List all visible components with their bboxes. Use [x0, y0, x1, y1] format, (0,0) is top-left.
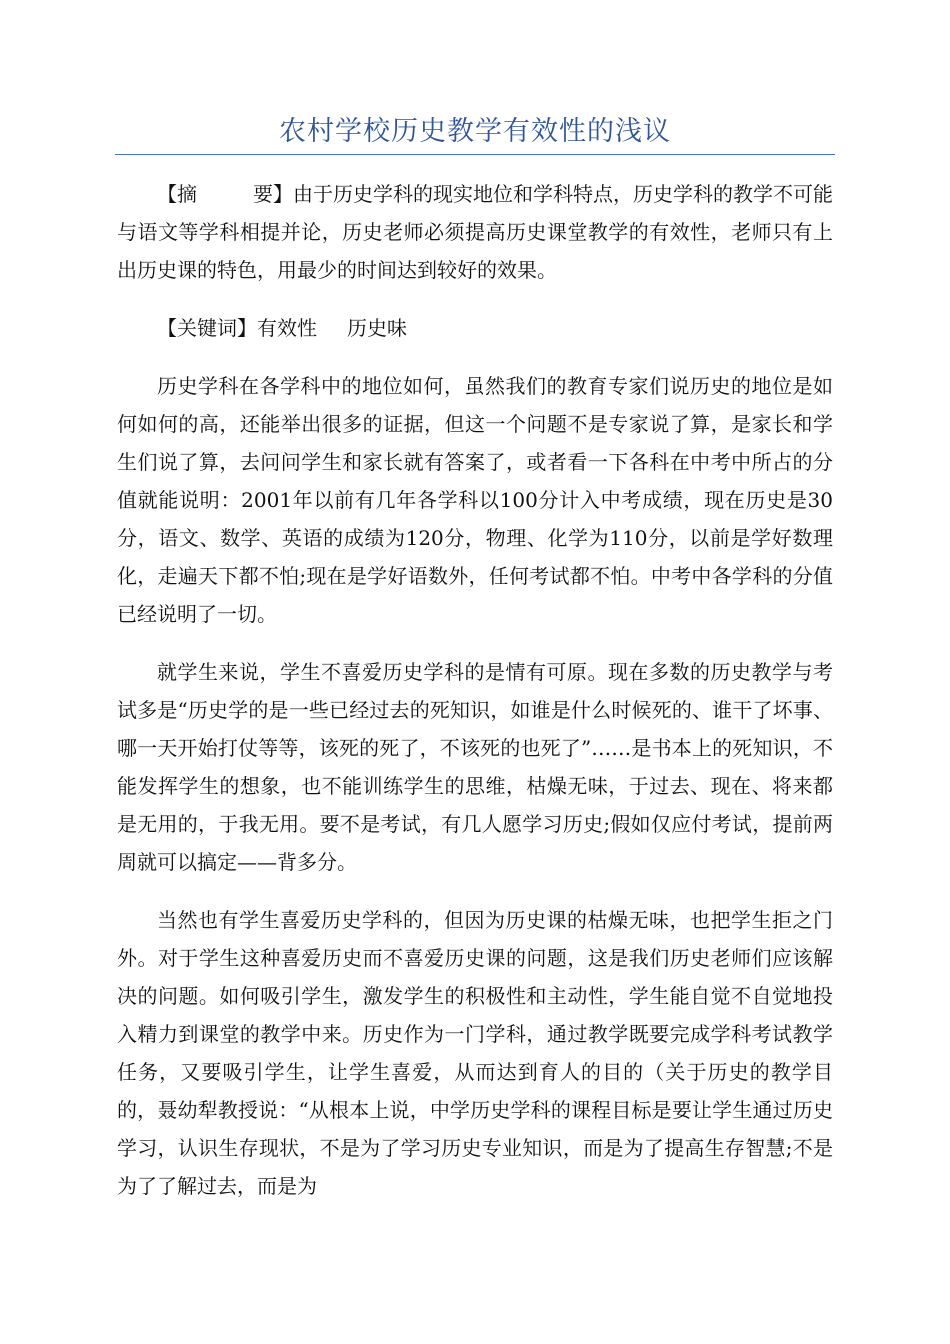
keywords-paragraph	[117, 309, 833, 347]
keyword-item: 历史味	[347, 316, 407, 340]
body-paragraph: 当然也有学生喜爱历史学科的，但因为历史课的枯燥无味，也把学生拒之门外。对于学生这种喜爱历史而不喜爱历史课的问题，这是我们历史老师们应该解决的问题。如何吸引学生，激发学生的积极性和主动性，学生能自觉不自觉地投入精力到课堂的教学中来。历史作为一门学科，通过教学既要完成学科考试教学任务，又要吸引学生，让学生喜爱，从而达到育人的目的（关于历史的教学目的，聂幼犁教授说：“从根本上说，中学历史学科的课程目标是要让学生通过历史学习，认识生存现状，不是为了学习历史专业知识，而是为了提高生存智慧;不是为了了解过去，而是为	[117, 908, 833, 1198]
document-body	[117, 175, 833, 1225]
abstract-label-open: 【摘	[157, 182, 197, 206]
keyword-item: 有效性	[257, 316, 317, 340]
body-paragraph: 就学生来说，学生不喜爱历史学科的是情有可原。现在多数的历史教学与考试多是“历史学的是一些已经过去的死知识，如谁是什么时候死的、谁干了坏事、哪一天开始打仗等等，该死的死了，不该死的也死了”……是书本上的死知识，不能发挥学生的想象，也不能训练学生的思维，枯燥无味，于过去、现在、将来都是无用的，于我无用。要不是考试，有几人愿学习历史;假如仅应付考试，提前两周就可以搞定——背多分。	[117, 660, 833, 874]
body-paragraph: 历史学科在各学科中的地位如何，虽然我们的教育专家们说历史的地位是如何如何的高，还能举出很多的证据，但这一个问题不是专家说了算，是家长和学生们说了算，去问问学生和家长就有答案了，或者看一下各科在中考中所占的分值就能说明：2001年以前有几年各学科以100分计入中考成绩，现在历史是30分，语文、数学、英语的成绩为120分，物理、化学为110分，以前是学好数理化，走遍天下都不怕;现在是学好语数外，任何考试都不怕。中考中各学科的分值已经说明了一切。	[117, 374, 833, 626]
abstract-label-close: 要】	[253, 182, 293, 206]
keywords-label: 【关键词】	[157, 316, 257, 340]
title-underline	[115, 154, 835, 155]
document-title: 农村学校历史教学有效性的浅议	[279, 116, 671, 147]
abstract-paragraph	[117, 175, 833, 289]
abstract-text: 由于历史学科的现实地位和学科特点，历史学科的教学不可能与语文等学科相提并论，历史老师必须提高历史课堂教学的有效性，老师只有上出历史课的特色，用最少的时间达到较好的效果。	[117, 182, 833, 282]
